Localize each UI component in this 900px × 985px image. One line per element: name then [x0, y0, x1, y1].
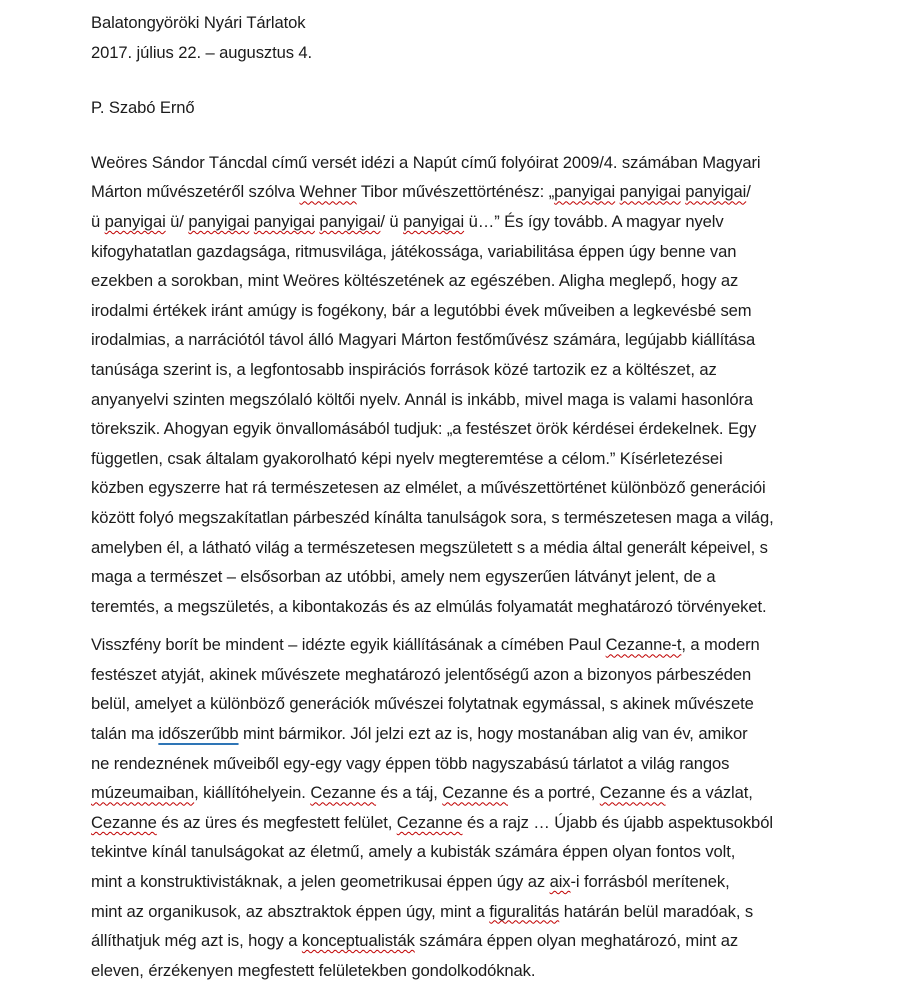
text-segment: maga a természet – elsősorban az utóbbi, amely nem egyszerűen látványt jelent, de a	[91, 567, 716, 587]
misspelled-word: Cezanne	[91, 812, 157, 832]
text-line	[91, 533, 851, 563]
text-line	[91, 237, 851, 267]
text-segment: ezekben a sorokban, mint Weöres költészetének az egészében. Aligha meglepő, hogy az	[91, 271, 739, 291]
text-segment: festészet atyját, akinek művészete meghatározó jelentőségű azon a bizonyos párbeszéden	[91, 664, 752, 684]
text-segment: , a modern	[681, 635, 760, 655]
text-segment: eleven, érzékenyen megfestett felületekben gondolkodóknak.	[91, 960, 536, 980]
text-line	[91, 385, 851, 415]
text-line	[91, 719, 851, 749]
text-line	[91, 592, 851, 622]
text-segment: belül, amelyet a különböző generációk művészei folytatnak egymással, s akinek művészete	[91, 694, 754, 714]
text-line	[91, 503, 851, 533]
text-segment: -i forrásból merítenek,	[570, 872, 730, 892]
text-line	[91, 148, 851, 178]
misspelled-word: panyigai	[619, 182, 681, 202]
misspelled-word: Cezanne	[310, 783, 377, 803]
misspelled-word: Cezanne	[396, 812, 463, 832]
text-line	[91, 266, 851, 296]
text-segment: teremtés, a megszületés, a kibontakozás és az elmúlás folyamatát meghatározó törvényeket.	[91, 596, 767, 616]
text-line	[91, 926, 851, 956]
misspelled-word: figuralitás	[489, 901, 560, 921]
text-segment: Márton művészetéről szólva	[91, 182, 300, 202]
document-page	[91, 8, 851, 985]
text-line	[91, 562, 851, 592]
blank-line	[91, 621, 851, 630]
text-segment: és a portré,	[508, 783, 600, 803]
misspelled-word: konceptualisták	[301, 931, 415, 951]
text-segment: független, csak általam gyakorolható képi nyelv megteremtése a célom.” Kísérletezései	[91, 448, 723, 468]
misspelled-word: Cezanne-t	[605, 635, 682, 655]
misspelled-word: panyigai	[554, 182, 616, 202]
misspelled-word: múzeumaiban	[91, 783, 195, 803]
text-segment: állíthatjuk még azt is, hogy a	[91, 931, 302, 951]
text-line	[91, 207, 851, 237]
misspelled-word: panyigai	[253, 211, 315, 231]
text-segment: anyanyelvi szinten megszólaló költői nyelv. Annál is inkább, mivel maga is valami hasonlóra	[91, 389, 754, 409]
text-segment: és az üres és megfestett felület,	[156, 812, 397, 832]
text-segment: és a vázlat,	[665, 783, 753, 803]
text-line	[91, 689, 851, 719]
text-segment: mint bármikor. Jól jelzi ezt az is, hogy mostanában alig van év, amikor	[238, 724, 748, 744]
misspelled-word: panyigai	[319, 211, 381, 231]
text-segment: kifogyhatatlan gazdagsága, ritmusvilága, játékossága, variabilitása éppen úgy benne van	[91, 241, 737, 261]
text-segment: Weöres Sándor Táncdal című versét idézi a Napút című folyóirat 2009/4. számában Magyari	[91, 152, 761, 172]
text-segment: /	[746, 182, 751, 202]
text-segment: határán belül maradóak, s	[559, 901, 754, 921]
misspelled-word: Cezanne	[442, 783, 509, 803]
paragraph	[91, 148, 851, 622]
text-segment: / ü	[380, 211, 404, 231]
text-line	[91, 808, 851, 838]
text-segment: ü…” És így tovább. A magyar nyelv	[464, 211, 724, 231]
misspelled-word: Cezanne	[599, 783, 666, 803]
text-segment: ne rendeznének műveiből egy-egy vagy éppen több nagyszabású tárlatot a világ rangos	[91, 753, 730, 773]
text-segment: Tibor művészettörténész: „	[356, 182, 555, 202]
text-segment: mint a konstruktivistáknak, a jelen geometrikusai éppen úgy az	[91, 872, 550, 892]
text-line	[91, 473, 851, 503]
text-line	[91, 778, 851, 808]
text-line	[91, 177, 851, 207]
document-date-range: 2017. július 22. – augusztus 4.	[91, 42, 313, 62]
text-line	[91, 956, 851, 985]
paragraph	[91, 630, 851, 985]
text-line	[91, 897, 851, 927]
text-segment: irodalmi értékek iránt amúgy is fogékony, bár a legutóbbi évek műveiben a legkevésbé sem	[91, 300, 752, 320]
blank-line	[91, 67, 851, 93]
document-title: Balatongyöröki Nyári Tárlatok	[91, 13, 306, 32]
text-line	[91, 444, 851, 474]
text-segment: mint az organikusok, az absztraktok éppen úgy, mint a	[91, 901, 490, 921]
text-segment: irodalmias, a narrációtól távol álló Magyari Márton festőművész számára, legújabb kiállítása	[91, 330, 756, 350]
misspelled-word: panyigai	[685, 182, 747, 202]
text-line	[91, 749, 851, 779]
text-line	[91, 660, 851, 690]
text-segment: közben egyszerre hat rá természetesen az elmélet, a művészettörténet különböző generációi	[91, 478, 766, 498]
text-segment: között folyó megszakítatlan párbeszéd kínálta tanulságok sora, s természetesen maga a világ,	[91, 507, 774, 527]
document-body-text	[91, 148, 851, 985]
text-segment: tanúsága szerint is, a legfontosabb inspirációs források közé tartozik ez a költészet, az	[91, 359, 717, 379]
text-line	[91, 837, 851, 867]
text-segment: törekszik. Ahogyan egyik önvallomásából tudjuk: „a festészet örök kérdései érdekelnek. Egy	[91, 419, 757, 439]
text-segment: amelyben él, a látható világ a természetesen megszületett s a média által generált képeivel, s	[91, 537, 768, 557]
text-line	[91, 414, 851, 444]
text-segment: és a rajz … Újabb és újabb aspektusokból	[462, 812, 773, 832]
text-segment: talán ma	[91, 724, 159, 744]
misspelled-word: panyigai	[188, 211, 250, 231]
text-segment: és a táj,	[376, 783, 443, 803]
text-segment: számára éppen olyan meghatározó, mint az	[414, 931, 739, 951]
document-author: P. Szabó Ernő	[91, 98, 195, 118]
text-segment: Visszfény borít be mindent – idézte egyik kiállításának a címében Paul	[91, 635, 606, 655]
grammar-flagged-word: időszerűbb	[158, 724, 239, 744]
text-segment: tekintve kínál tanulságokat az életmű, amely a kubisták számára éppen olyan fontos volt,	[91, 842, 736, 862]
misspelled-word: panyigai	[104, 211, 166, 231]
text-segment: ü	[91, 211, 105, 231]
text-line	[91, 867, 851, 897]
blank-line	[91, 123, 851, 148]
text-segment: ü/	[165, 211, 189, 231]
misspelled-word: aix	[549, 872, 571, 892]
text-line	[91, 355, 851, 385]
text-line	[91, 630, 851, 660]
misspelled-word: Wehner	[299, 182, 357, 202]
misspelled-word: panyigai	[403, 211, 465, 231]
text-line	[91, 325, 851, 355]
text-segment: , kiállítóhelyein.	[194, 783, 311, 803]
text-line	[91, 296, 851, 326]
